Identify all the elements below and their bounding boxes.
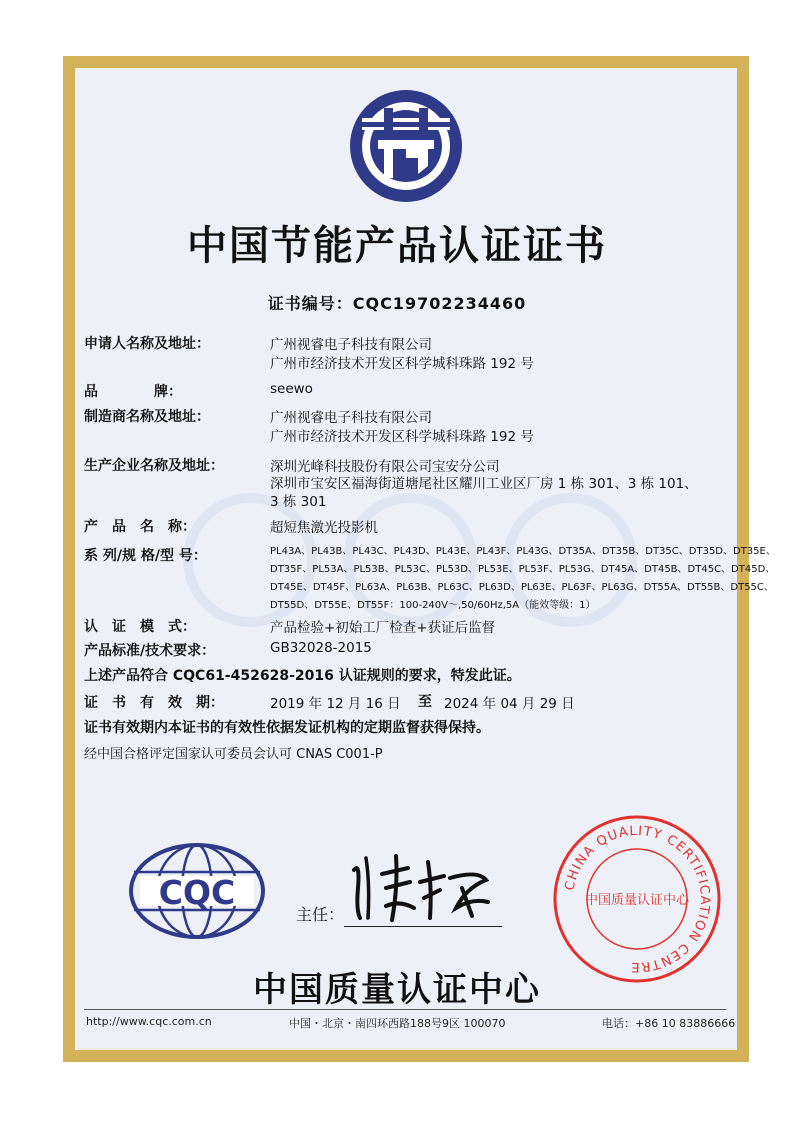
mode-label: 认 证 模 式：	[84, 619, 196, 635]
certificate-number: 证书编号：CQC19702234460	[267, 294, 527, 313]
standard-label: 产品标准/技术要求：	[84, 643, 216, 659]
standard-value: GB32028-2015	[270, 640, 372, 656]
conformity-statement: 上述产品符合 CQC61-452628-2016 认证规则的要求，特发此证。	[84, 668, 521, 684]
product-name: 超短焦激光投影机	[270, 520, 378, 536]
brand-label: 品 牌：	[84, 384, 182, 400]
energy-saving-logo-icon	[348, 88, 464, 204]
certificate-title: 中国节能产品认证证书	[187, 223, 607, 269]
footer-address: 中国・北京・南四环西路188号9区 100070	[289, 1017, 506, 1030]
validity-from: 2019 年 12 月 16 日	[270, 696, 401, 712]
manufacturer-address: 广州市经济技术开发区科学城科珠路 192 号	[270, 429, 534, 445]
certification-seal	[552, 814, 722, 984]
product-label: 产 品 名 称：	[84, 519, 196, 535]
applicant-label: 申请人名称及地址：	[84, 336, 210, 352]
models-line2: DT35F、PL53A、PL53B、PL53C、PL53D、PL53E、PL53F、PL53G、DT45A、DT45B、DT45C、DT45D、	[270, 564, 776, 575]
factory-label: 生产企业名称及地址：	[84, 458, 224, 474]
factory-name: 深圳光峰科技股份有限公司宝安分公司	[270, 459, 500, 475]
cqc-logo-text: CQC	[158, 873, 236, 912]
footer-url[interactable]: http://www.cqc.com.cn	[86, 1015, 212, 1028]
validity-to: 2024 年 04 月 29 日	[444, 696, 575, 712]
validity-to-word: 至	[418, 694, 432, 710]
models-line1: PL43A、PL43B、PL43C、PL43D、PL43E、PL43F、PL43G、DT35A、DT35B、DT35C、DT35D、DT35E、	[270, 546, 776, 557]
signature-line	[344, 926, 502, 927]
manufacturer-name: 广州视睿电子科技有限公司	[270, 410, 432, 426]
mode-value: 产品检验+初始工厂检查+获证后监督	[270, 620, 496, 636]
footer-divider	[84, 1009, 726, 1010]
seal-ring-text: CHINA QUALITY CERTIFICATION CENTRE	[562, 823, 713, 975]
footer-telephone: 电话：+86 10 83886666	[602, 1017, 736, 1030]
factory-address-line1: 深圳市宝安区福海街道塘尾社区耀川工业区厂房 1 栋 301、3 栋 101、	[270, 476, 698, 492]
director-signature	[346, 848, 496, 926]
cqc-logo-icon	[128, 842, 266, 940]
validity-label: 证 书 有 效 期：	[84, 695, 224, 711]
models-line4: DT55D、DT55E、DT55F：100-240V～,50/60Hz,5A（能效等级：1）	[270, 600, 596, 611]
issuing-organization: 中国质量认证中心	[253, 970, 541, 1010]
factory-address-line2: 3 栋 301	[270, 494, 327, 510]
applicant-name: 广州视睿电子科技有限公司	[270, 337, 432, 353]
validity-statement: 证书有效期内本证书的有效性依据发证机构的定期监督获得保持。	[84, 720, 490, 736]
director-label: 主任：	[296, 905, 345, 924]
models-label: 系 列/规 格/型 号：	[84, 548, 207, 564]
brand-value: seewo	[270, 381, 313, 397]
accreditation-note: 经中国合格评定国家认可委员会认可 CNAS C001-P	[84, 747, 383, 762]
seal-inner-text: 中国质量认证中心	[584, 893, 690, 908]
models-line3: DT45E、DT45F、PL63A、PL63B、PL63C、PL63D、PL63E、PL63F、PL63G、DT55A、DT55B、DT55C、	[270, 582, 774, 593]
manufacturer-label: 制造商名称及地址：	[84, 409, 210, 425]
applicant-address: 广州市经济技术开发区科学城科珠路 192 号	[270, 356, 534, 372]
